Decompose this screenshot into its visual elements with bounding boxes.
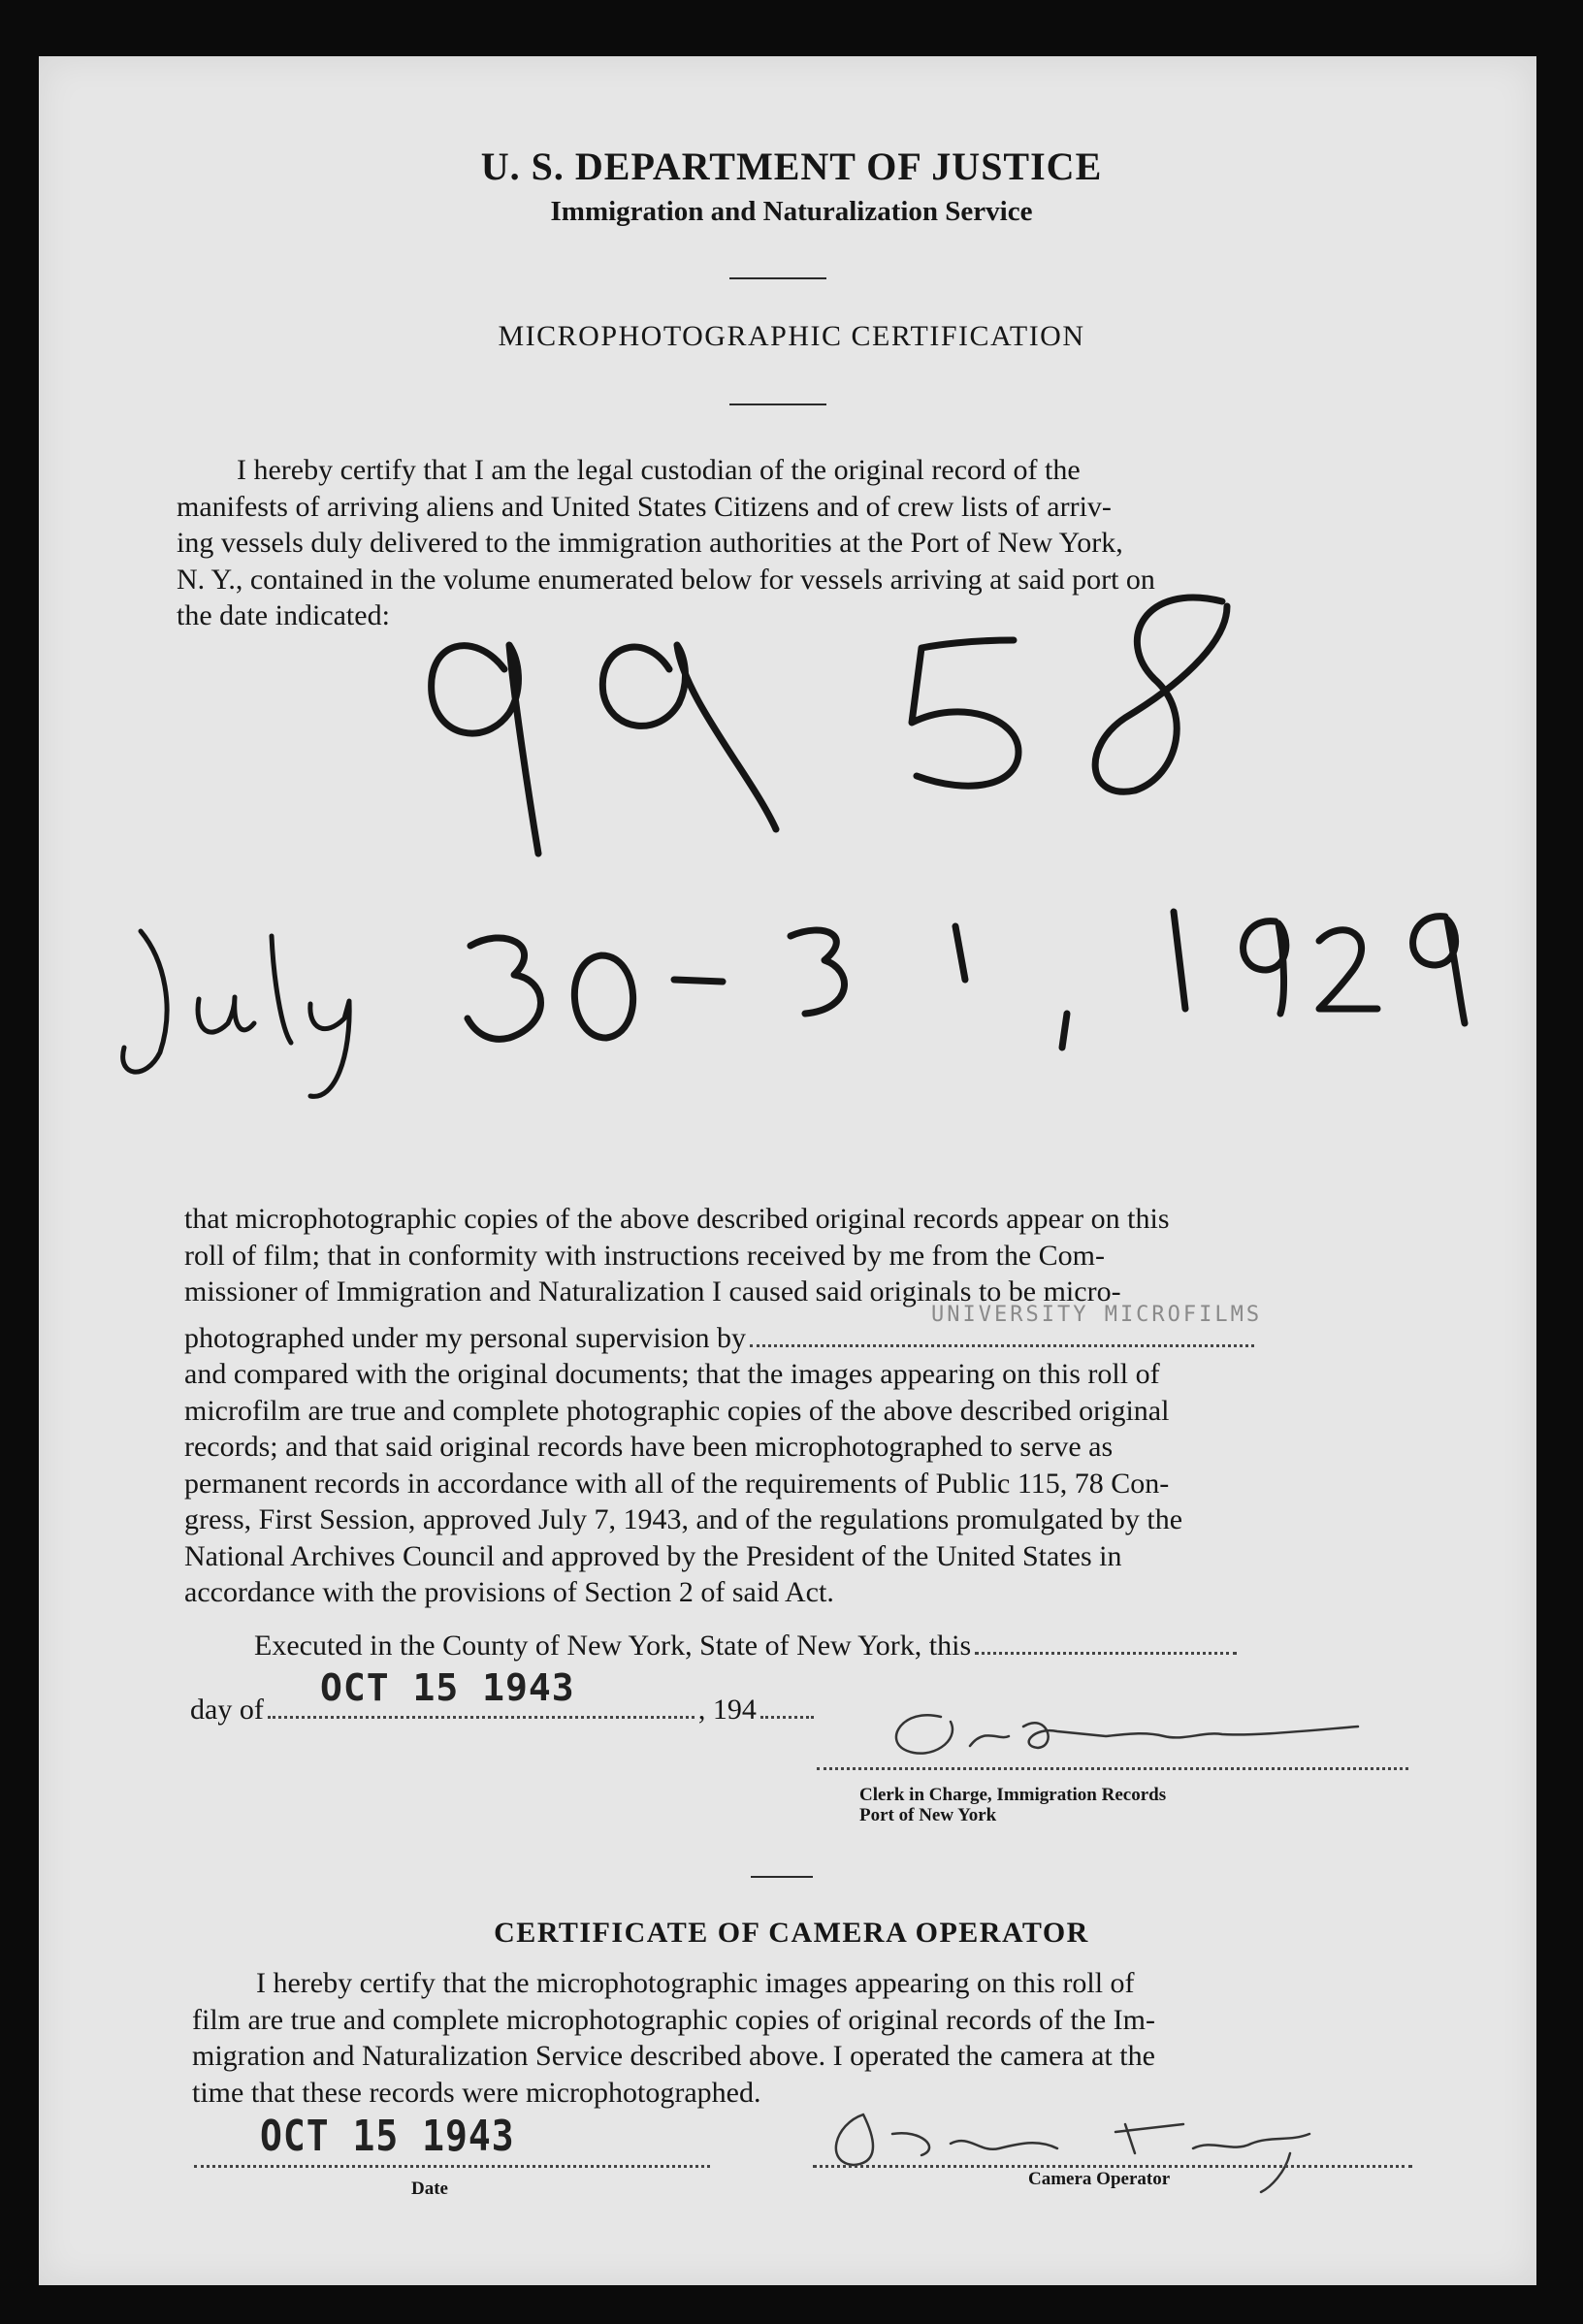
body-line: records; and that said original records have been microphotographed to serve as: [184, 1431, 1114, 1463]
body-paragraph: [184, 1201, 1405, 1611]
camera-operator-label: Camera Operator: [1028, 2169, 1171, 2189]
body-line: permanent records in accordance with all of the requirements of Public 115, 78 Con-: [184, 1467, 1170, 1500]
clerk-title: Clerk in Charge, Immigration Records Port of New York: [859, 1785, 1167, 1825]
body-line: that microphotographic copies of the above described original records appear on this: [184, 1203, 1170, 1235]
service-subtitle: Immigration and Naturalization Service: [550, 196, 1033, 227]
body-line: National Archives Council and approved by the President of the United States in: [184, 1539, 1122, 1572]
intro-line: N. Y., contained in the volume enumerated below for vessels arriving at said port on: [177, 563, 1155, 596]
intro-line: manifests of arriving aliens and United States Citizens and of crew lists of arriv-: [177, 490, 1112, 523]
body-line: and compared with the original documents; that the images appearing on this roll of: [184, 1358, 1160, 1390]
day-of-line: day of , 194: [190, 1694, 818, 1727]
execution-date-stamp: OCT 15 1943: [320, 1666, 575, 1709]
clerk-signature-line: [817, 1767, 1408, 1770]
camera-line: film are true and complete microphotographic copies of original records of the Im-: [192, 2003, 1155, 2036]
intro-line: I hereby certify that I am the legal custodian of the original record of the: [237, 454, 1081, 486]
body-line: gress, First Session, approved July 7, 1943, and of the regulations promulgated by the: [184, 1503, 1183, 1535]
supervision-fill-line: [750, 1343, 1254, 1347]
body-line: missioner of Immigration and Naturalization I caused said originals to be micro-: [184, 1275, 1121, 1307]
department-title: U. S. DEPARTMENT OF JUSTICE: [480, 145, 1103, 188]
intro-line: the date indicated:: [177, 599, 390, 631]
camera-line: time that these records were microphotographed.: [192, 2076, 761, 2109]
year-fill-line: [760, 1715, 814, 1719]
intro-line: ing vessels duly delivered to the immigration authorities at the Port of New York,: [177, 527, 1123, 559]
camera-date-line: [194, 2165, 710, 2168]
certification-title: MICROPHOTOGRAPHIC CERTIFICATION: [498, 320, 1085, 352]
execution-line: Executed in the County of New York, State of New York, this: [254, 1630, 1241, 1662]
execution-fill-line: [975, 1651, 1237, 1655]
clerk-signature: [815, 1688, 1416, 1775]
divider: [751, 1876, 813, 1878]
camera-operator-heading: CERTIFICATE OF CAMERA OPERATOR: [494, 1917, 1089, 1949]
supervision-line: photographed under my personal supervision by UNIVERSITY MICROFILMS: [184, 1320, 1405, 1357]
camera-operator-signature-line: [813, 2165, 1412, 2168]
camera-line: I hereby certify that the microphotographic images appearing on this roll of: [256, 1967, 1135, 1999]
camera-line: migration and Naturalization Service described above. I operated the camera at the: [192, 2040, 1155, 2072]
supervisor-stamp: UNIVERSITY MICROFILMS: [931, 1302, 1263, 1327]
camera-date-label: Date: [411, 2179, 448, 2199]
body-line: microfilm are true and complete photographic copies of the above described original: [184, 1394, 1170, 1427]
day-fill-line: [268, 1715, 695, 1719]
camera-operator-paragraph: [192, 1965, 1412, 2111]
camera-date-stamp: OCT 15 1943: [260, 2111, 515, 2161]
body-line: accordance with the provisions of Section 2 of said Act.: [184, 1576, 834, 1608]
body-line: roll of film; that in conformity with instructions received by me from the Com-: [184, 1239, 1105, 1272]
